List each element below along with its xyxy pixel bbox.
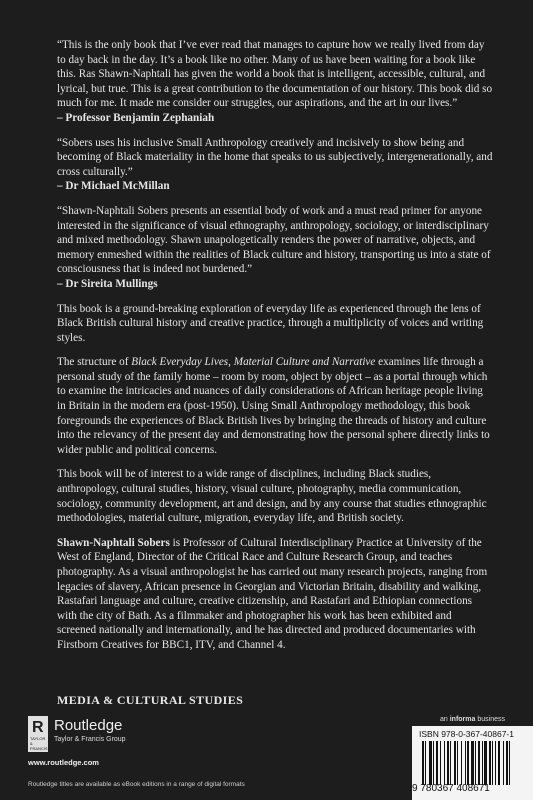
subject-category: MEDIA & CULTURAL STUDIES xyxy=(57,693,244,707)
structure-prefix: The structure of xyxy=(57,356,132,369)
back-cover-text xyxy=(57,38,493,663)
logo-mark-text: TAYLOR & FRANCIS xyxy=(30,736,48,751)
quote-zephaniah xyxy=(57,38,493,126)
barcode-bar xyxy=(444,741,445,785)
author-bio: is Professor of Cultural Interdisciplinary Practice at University of the West of England, Director of the Critical Race and Culture Research Group, and teaches photography. As a visual anthropologist he has carried out many research projects, ranging from legacies of slavery, African presence in Georgian and Victorian Britain, disability and walking, Rastafari language and culture, creative citizenship, and Rastafari and Ethiopian connections with the city of Bath. As a filmmaker and photographer his work has been exhibited and screened nationally and internationally, and he has directed and produced documentaries with Firstborn Creatives for BBC1, ITV, and Channel 4. xyxy=(57,536,488,651)
barcode-bar xyxy=(467,741,469,785)
publisher-name: Routledge xyxy=(54,717,123,734)
author-name: Shawn-Naphtali Sobers xyxy=(57,536,170,549)
barcode-bar xyxy=(495,741,496,785)
publisher-group: Taylor & Francis Group xyxy=(54,736,126,743)
publisher-block xyxy=(28,716,228,776)
barcode-bar xyxy=(436,741,438,785)
barcode-bar xyxy=(429,741,432,785)
barcode-bar xyxy=(509,741,510,785)
barcode-bar xyxy=(498,741,500,785)
ebook-note: Routledge titles are available as eBook editions in a range of digital formats xyxy=(28,781,245,788)
quote-attribution: – Dr Michael McMillan xyxy=(57,180,170,193)
intro-paragraph: This book is a ground-breaking exploration of everyday life as experienced through the lens of Black British cultural history and creative practice, through a multiplicity of voices and writing styles. xyxy=(57,302,484,344)
quote-text: “Shawn-Naphtali Sobers presents an essential body of work and a must read primer for anyone interested in the significance of visual ethnography, anthropology, sociology, or interdisciplinary and mixed methodology. Shawn unapologetically renders the power of narrative, objects, and memory enmeshed within the realities of Black culture and history, transporting us into a state of consciousness that is indeed not burdened.” xyxy=(57,204,491,276)
barcode-bar xyxy=(457,741,458,785)
barcode-bar xyxy=(461,741,462,785)
barcode-bar xyxy=(506,741,508,785)
barcode-bar xyxy=(471,741,474,785)
publisher-url[interactable]: www.routledge.com xyxy=(28,758,99,767)
barcode-bar xyxy=(422,741,424,785)
barcode-bar xyxy=(450,741,451,785)
quote-mcmillan xyxy=(57,136,493,194)
barcode-bar xyxy=(475,741,476,785)
barcode-bar xyxy=(503,741,504,785)
barcode-bar xyxy=(482,741,483,785)
isbn-label: ISBN 978-0-367-40867-1 xyxy=(419,729,514,739)
barcode-digits: 9 780367 408671 xyxy=(412,783,490,794)
book-title: Black Everyday Lives, Material Culture and Narrative xyxy=(131,356,376,369)
barcode-bar xyxy=(433,741,434,785)
informa-prefix: an xyxy=(440,716,450,723)
quote-attribution: – Dr Sireita Mullings xyxy=(57,277,158,290)
barcode-bar xyxy=(489,741,491,785)
interest-paragraph: This book will be of interest to a wide range of disciplines, including Black studies, anthropology, cultural studies, history, visual culture, photography, media communication, sociology, community development, art and design, and by any course that studies ethnographic methodologies, material culture, migration, everyday life, and British society. xyxy=(57,468,487,525)
logo-letter: R xyxy=(32,719,44,736)
structure-rest: examines life through a personal study of the family home – room by room, object by object – as a portal through which to examine the intricacies and nuances of daily considerations of African heritage people living in Britain in the modern era (post-1950). Using Small Anthropology methodology, this book foregrounds the experiences of Black British lives by bringing the threads of history and culture into the relevancy of the present day and demonstrating how the personal sphere directly links to wider public and political concerns. xyxy=(57,356,490,456)
informa-business-tag xyxy=(440,716,505,723)
quote-text: “Sobers uses his inclusive Small Anthropology creatively and incisively to show being and becoming of Black materiality in the home that speaks to us subjectively, intergenerationally, and cross culturally.” xyxy=(57,136,493,178)
informa-brand: informa xyxy=(449,716,476,723)
barcode-bar xyxy=(492,741,493,785)
barcode-bar xyxy=(447,741,449,785)
quote-attribution: – Professor Benjamin Zephaniah xyxy=(57,111,215,124)
quote-mullings xyxy=(57,204,493,292)
quote-text: “This is the only book that I’ve ever read that manages to capture how we really lived from day to day back in the day. It’s a book like no other. Many of us have been waiting for a book like this. Ras Shawn-Naphtali has given the world a book that is intelligent, accessible, cultural, and lyrical, but true. This is a great contribution to the documentation of our history. This book did so much for me. It made me consider our struggles, our aspirations, and the art in our lives.” xyxy=(57,39,493,110)
informa-suffix: business xyxy=(475,716,505,723)
barcode-bar xyxy=(425,741,426,785)
barcode-bars xyxy=(422,741,532,785)
barcode-bar xyxy=(484,741,487,785)
barcode-bar xyxy=(440,741,441,785)
routledge-logo-icon xyxy=(28,716,48,752)
barcode-bar xyxy=(478,741,480,785)
barcode-bar xyxy=(465,741,466,785)
barcode-bar xyxy=(454,741,456,785)
barcode xyxy=(412,726,533,800)
author-bio-paragraph xyxy=(57,536,493,653)
structure-paragraph xyxy=(57,355,493,457)
